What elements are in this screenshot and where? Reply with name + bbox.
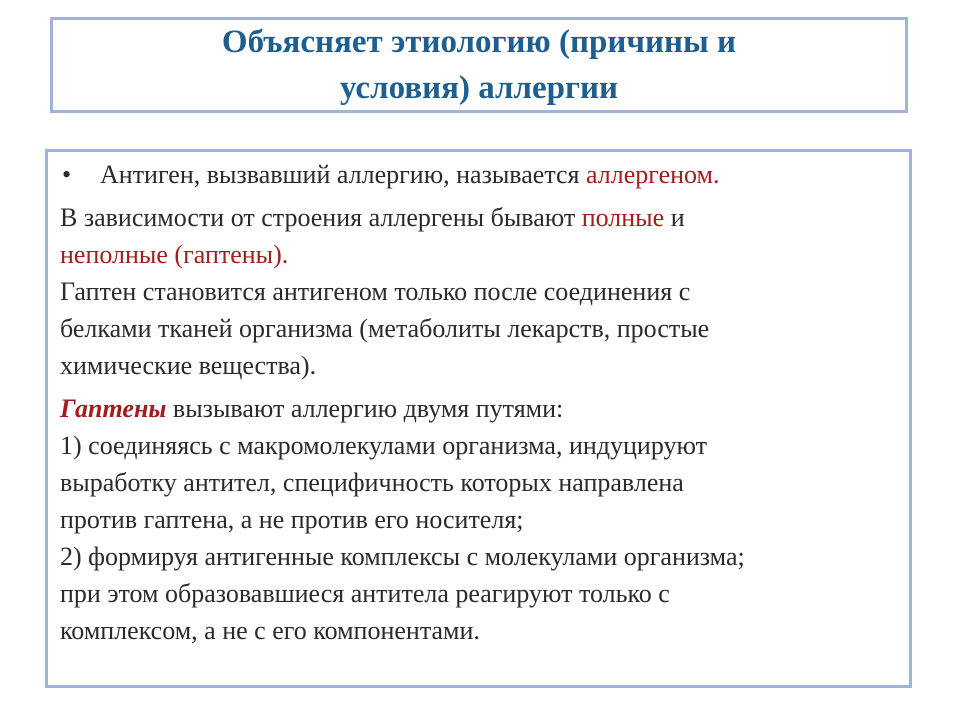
pathway-2-line-2: при этом образовавшиеся антитела реагируют только с xyxy=(60,579,670,608)
slide-title xyxy=(222,19,736,111)
incomplete-allergens-term: неполные (гаптены). xyxy=(60,240,289,269)
hapten-paragraph-line-2: белками тканей организма (метаболиты лекарств, простые xyxy=(60,314,710,343)
slide-title-line-1: Объясняет этиологию (причины и xyxy=(221,24,737,60)
content-frame xyxy=(45,149,912,688)
slide-title-line-2: условия) аллергии xyxy=(339,70,619,106)
hapten-pathways-text: вызывают аллергию двумя путями: xyxy=(166,394,564,423)
hapten-paragraph-line-1: Гаптен становится антигеном только после соединения с xyxy=(60,277,691,306)
pathway-1-line-3: против гаптена, а не против его носителя; xyxy=(60,505,524,534)
allergen-definition-text: Антиген, вызвавший аллергию, называется xyxy=(100,160,587,189)
bullet-marker: • xyxy=(62,160,72,189)
complete-allergens-term: полные xyxy=(581,203,665,232)
hapten-pathways-heading xyxy=(60,390,899,427)
hapten-paragraph-line-3: химические вещества). xyxy=(60,351,317,380)
pathway-2-line-1: 2) формируя антигенные комплексы с молекулами организма; xyxy=(60,542,745,571)
pathway-1-line-2: выработку антител, специфичность которых направлена xyxy=(60,468,684,497)
allergen-term: аллергеном. xyxy=(586,160,720,189)
allergen-types-text: В зависимости от строения аллергены бывают xyxy=(60,203,582,232)
allergen-types-line-1 xyxy=(60,199,899,236)
allergen-types-conjunction: и xyxy=(664,203,685,232)
pathway-1-line-1: 1) соединяясь с макромолекулами организма, индуцируют xyxy=(60,431,707,460)
title-frame xyxy=(50,17,908,113)
pathway-2-line-3: комплексом, а не с его компонентами. xyxy=(60,616,480,645)
bullet-item xyxy=(60,156,899,193)
allergen-definition xyxy=(100,156,720,193)
haptens-term: Гаптены xyxy=(60,394,167,423)
